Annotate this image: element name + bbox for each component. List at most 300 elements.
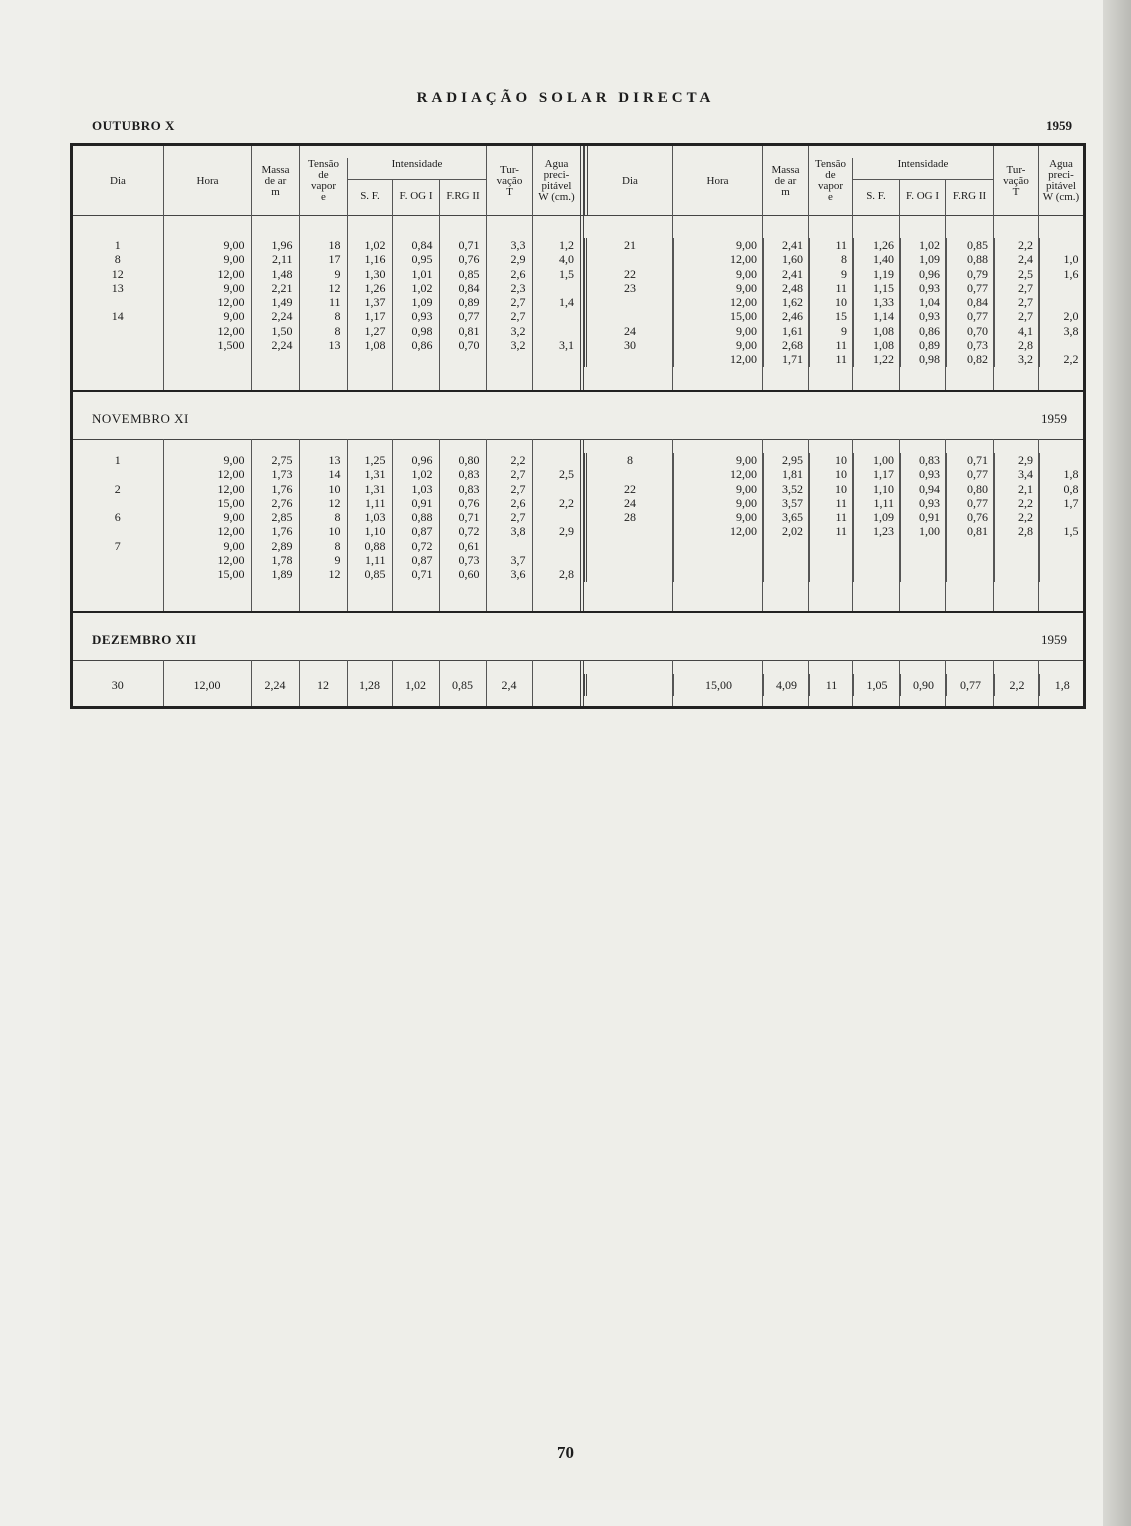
table-cell: 17 [299, 252, 347, 266]
column-rule [392, 439, 393, 611]
table-cell: 2,41 [764, 238, 810, 252]
table-cell: 28 [586, 510, 674, 524]
table-cell: 1,10 [347, 524, 392, 538]
table-cell [674, 553, 764, 567]
table-cell: 0,88 [347, 539, 392, 553]
table-row [586, 267, 1085, 281]
table-cell: 11 [810, 281, 854, 295]
table-cell [995, 567, 1040, 581]
table-cell: 1,30 [347, 267, 392, 281]
table-cell [1040, 453, 1085, 467]
table-cell: 8 [299, 324, 347, 338]
right-header-massa [762, 146, 808, 216]
table-cell [947, 553, 995, 567]
month-heading-october: OUTUBRO X [92, 118, 175, 133]
table-cell: 9,00 [163, 281, 251, 295]
table-cell: 2,24 [251, 338, 299, 352]
table-row [586, 252, 1085, 266]
page-edge-shadow [1103, 0, 1131, 1526]
table-cell: 0,85 [439, 267, 486, 281]
column-rule [899, 660, 900, 706]
table-row [73, 567, 580, 581]
table-cell: 0,89 [901, 338, 947, 352]
table-cell: 0,72 [392, 539, 439, 553]
column-rule [1038, 439, 1039, 611]
table-row [586, 309, 1085, 323]
left-header-massa [251, 146, 299, 216]
column-rule [251, 216, 252, 390]
table-cell: 12,00 [674, 252, 764, 266]
table-cell: 13 [299, 453, 347, 467]
table-cell: 1,96 [251, 238, 299, 252]
table-cell: 12 [111, 266, 124, 281]
table-cell: 2,5 [995, 267, 1040, 281]
table-cell [810, 553, 854, 567]
column-rule [347, 439, 348, 611]
table-cell: 0,87 [392, 553, 439, 567]
table-cell: 1,15 [854, 281, 901, 295]
right-header-agua-line: preci- [1048, 169, 1074, 181]
table-cell: 12,00 [674, 467, 764, 481]
table-row [586, 539, 1085, 553]
table-cell: 0,86 [901, 324, 947, 338]
table-cell: 1,08 [854, 324, 901, 338]
table-cell: 13 [299, 338, 347, 352]
table-cell [586, 252, 674, 266]
table-cell: 1,31 [347, 467, 392, 481]
table-cell [947, 567, 995, 581]
table-cell: 1,01 [392, 267, 439, 281]
table-cell: 1,23 [854, 524, 901, 538]
column-rule [945, 439, 946, 611]
table-cell: 9,00 [674, 510, 764, 524]
table-cell: 3,52 [764, 482, 810, 496]
table-cell: 1,0 [1040, 252, 1085, 266]
table-cell: 12,00 [674, 295, 764, 309]
table-cell: 1,8 [1040, 467, 1085, 481]
left-header-tensao-line: e [321, 191, 326, 203]
table-cell: 0,88 [392, 510, 439, 524]
table-cell [586, 309, 674, 323]
table-row [586, 524, 1085, 538]
table-cell: 12,00 [163, 295, 251, 309]
table-cell [73, 567, 163, 581]
table-row [73, 496, 580, 510]
table-cell: 12,00 [163, 524, 251, 538]
table-cell [1040, 553, 1085, 567]
right-header-hora [672, 146, 762, 216]
table-cell: 30 [111, 678, 124, 692]
table-cell: 9 [810, 267, 854, 281]
table-cell: 11 [299, 295, 347, 309]
table-cell: 10 [299, 482, 347, 496]
table-cell: 1,61 [764, 324, 810, 338]
table-cell [810, 567, 854, 581]
table-cell [73, 295, 163, 309]
table-cell: 0,96 [901, 267, 947, 281]
table-cell: 1,49 [251, 295, 299, 309]
table-cell: 9,00 [163, 539, 251, 553]
table-row [73, 453, 580, 467]
table-cell: 0,76 [439, 496, 486, 510]
table-cell: 1,03 [347, 510, 392, 524]
column-rule [532, 439, 533, 611]
year-heading-november: 1959 [1041, 411, 1067, 426]
column-rule [852, 439, 853, 611]
table-cell [764, 539, 810, 553]
table-cell: 0,85 [347, 567, 392, 581]
table-cell: 12,00 [163, 324, 251, 338]
table-cell: 2,8 [995, 524, 1040, 538]
table-cell: 1,09 [854, 510, 901, 524]
table-cell [73, 467, 163, 481]
table-cell: 1,4 [532, 295, 580, 309]
table-cell: 9,00 [674, 496, 764, 510]
column-rule [993, 216, 994, 390]
table-cell: 1,76 [251, 482, 299, 496]
table-row [586, 453, 1085, 467]
column-rule [899, 439, 900, 611]
table-cell: 11 [810, 352, 854, 366]
column-rule [299, 660, 300, 706]
table-cell: 2,7 [995, 281, 1040, 295]
left-header-agua-line: pitável [541, 180, 572, 192]
column-rule [299, 439, 300, 611]
table-cell: 1,40 [854, 252, 901, 266]
table-cell: 0,77 [947, 674, 995, 696]
table-cell [73, 524, 163, 538]
table-cell: 3,2 [486, 324, 532, 338]
table-cell: 0,79 [947, 267, 995, 281]
table-cell: 14 [111, 309, 124, 324]
table-row [73, 524, 580, 538]
table-cell: 2,2 [995, 510, 1040, 524]
column-rule [347, 216, 348, 390]
table-cell: 12,00 [163, 674, 251, 696]
table-cell: 2,02 [764, 524, 810, 538]
table-cell: 0,76 [439, 252, 486, 266]
table-cell [299, 352, 347, 366]
column-rule [993, 439, 994, 611]
table-cell: 12,00 [674, 524, 764, 538]
table-cell: 0,93 [901, 496, 947, 510]
table-cell: 0,72 [439, 524, 486, 538]
table-cell [532, 539, 580, 553]
table-cell: 22 [586, 267, 674, 281]
table-cell [586, 553, 674, 567]
right-header-fog: F. OG I [899, 180, 945, 216]
table-cell [251, 352, 299, 366]
table-cell: 2,2 [532, 496, 580, 510]
table-cell: 0,73 [947, 338, 995, 352]
table-cell: 2,9 [995, 453, 1040, 467]
column-rule [251, 439, 252, 611]
table-cell: 8 [299, 309, 347, 323]
table-cell: 0,70 [439, 338, 486, 352]
table-cell: 0,98 [901, 352, 947, 366]
table-cell: 23 [586, 281, 674, 295]
table-cell: 2,2 [486, 453, 532, 467]
table-cell: 2,95 [764, 453, 810, 467]
table-cell: 0,61 [439, 539, 486, 553]
column-rule [486, 439, 487, 611]
column-rule [808, 216, 809, 390]
table-row [73, 467, 580, 481]
table-cell: 0,83 [901, 453, 947, 467]
column-rule [163, 439, 164, 611]
table-cell: 24 [586, 324, 674, 338]
table-cell: 0,82 [947, 352, 995, 366]
table-cell: 9,00 [163, 309, 251, 323]
column-rule [672, 439, 673, 611]
table-frame [70, 143, 1086, 709]
table-cell: 0,93 [901, 281, 947, 295]
table-cell: 8 [299, 539, 347, 553]
table-cell: 2,6 [486, 267, 532, 281]
table-cell [947, 539, 995, 553]
table-cell: 1,81 [764, 467, 810, 481]
table-cell: 6 [114, 510, 121, 525]
column-rule [945, 660, 946, 706]
year-heading-october: 1959 [1046, 118, 1072, 133]
table-cell: 0,84 [947, 295, 995, 309]
column-rule [392, 660, 393, 706]
table-cell [586, 295, 674, 309]
column-rule [299, 216, 300, 390]
table-cell [532, 453, 580, 467]
table-cell [532, 281, 580, 295]
table-cell: 0,84 [392, 238, 439, 252]
table-cell: 0,83 [439, 482, 486, 496]
column-rule [762, 439, 763, 611]
table-cell: 9,00 [163, 252, 251, 266]
table-row [73, 281, 580, 295]
table-cell: 1,03 [392, 482, 439, 496]
table-cell: 2,7 [486, 295, 532, 309]
left-header-sf: S. F. [347, 180, 392, 216]
column-rule [532, 216, 533, 390]
section-rule-november-bottom [73, 439, 1083, 440]
table-cell: 4,09 [764, 674, 810, 696]
table-cell: 1,00 [854, 453, 901, 467]
table-cell: 0,77 [947, 281, 995, 295]
right-header-tensao-line: de [825, 169, 836, 181]
table-cell: 11 [810, 238, 854, 252]
table-row [73, 252, 580, 266]
table-row [73, 295, 580, 309]
table-cell: 9 [810, 324, 854, 338]
table-cell: 2,6 [486, 496, 532, 510]
table-cell: 1,76 [251, 524, 299, 538]
column-rule [808, 439, 809, 611]
table-cell: 0,98 [392, 324, 439, 338]
table-cell: 0,89 [439, 295, 486, 309]
table-cell [532, 510, 580, 524]
table-cell [1040, 238, 1085, 252]
column-rule [439, 660, 440, 706]
table-cell: 0,94 [901, 482, 947, 496]
table-cell: 9,00 [674, 453, 764, 467]
table-cell: 2,85 [251, 510, 299, 524]
table-cell: 1,27 [347, 324, 392, 338]
table-cell: 1,8 [1040, 674, 1085, 696]
table-left-section-2 [73, 674, 580, 696]
table-cell: 2 [114, 481, 121, 496]
table-cell: 9,00 [674, 267, 764, 281]
table-cell: 0,93 [392, 309, 439, 323]
right-header-turvacao [993, 146, 1038, 216]
table-cell: 9,00 [163, 238, 251, 252]
column-rule [251, 660, 252, 706]
year-heading-december: 1959 [1041, 632, 1067, 647]
table-cell [73, 496, 163, 510]
left-header-fog: F. OG I [392, 180, 439, 216]
table-cell: 0,71 [392, 567, 439, 581]
table-cell [674, 539, 764, 553]
table-cell: 0,8 [1040, 482, 1085, 496]
table-cell: 2,0 [1040, 309, 1085, 323]
table-cell: 1,26 [854, 238, 901, 252]
table-row [586, 567, 1085, 581]
table-cell: 2,7 [995, 309, 1040, 323]
table-cell: 2,5 [532, 467, 580, 481]
page-title: RADIAÇÃO SOLAR DIRECTA [416, 90, 715, 106]
table-cell: 11 [810, 338, 854, 352]
month-heading-december: DEZEMBRO XII [92, 632, 197, 647]
right-header-agua-line: Agua [1049, 158, 1073, 170]
table-cell: 11 [810, 496, 854, 510]
table-cell [73, 352, 163, 366]
table-cell: 9 [299, 267, 347, 281]
page-number: 70 [557, 1443, 574, 1462]
table-cell: 1,2 [532, 238, 580, 252]
table-cell: 1,500 [163, 338, 251, 352]
table-row [73, 338, 580, 352]
table-cell [1040, 295, 1085, 309]
table-cell: 1,50 [251, 324, 299, 338]
left-header-agua-line: Agua [544, 158, 569, 170]
column-rule [1038, 660, 1039, 706]
table-cell: 9,00 [163, 453, 251, 467]
table-cell: 2,7 [486, 510, 532, 524]
column-rule [762, 660, 763, 706]
table-cell: 1,08 [347, 338, 392, 352]
table-cell: 30 [586, 338, 674, 352]
table-cell: 1,02 [901, 238, 947, 252]
table-cell: 0,70 [947, 324, 995, 338]
table-cell [901, 539, 947, 553]
section-rule-december-bottom [73, 660, 1083, 661]
table-cell: 0,77 [947, 309, 995, 323]
table-cell: 1,62 [764, 295, 810, 309]
column-rule [486, 660, 487, 706]
table-row [586, 352, 1085, 366]
left-header-dia [73, 146, 163, 216]
column-rule [808, 660, 809, 706]
table-cell: 1,5 [532, 267, 580, 281]
table-row [586, 467, 1085, 481]
table-cell [586, 467, 674, 481]
table-cell [854, 553, 901, 567]
table-cell: 4,1 [995, 324, 1040, 338]
column-rule [439, 216, 440, 390]
table-cell [901, 553, 947, 567]
center-double-rule [580, 216, 584, 390]
table-cell: 12 [299, 567, 347, 581]
table-cell: 9,00 [674, 281, 764, 295]
table-cell: 12,00 [163, 553, 251, 567]
table-cell: 10 [810, 453, 854, 467]
table-cell: 0,80 [439, 453, 486, 467]
table-row [73, 309, 580, 323]
table-cell: 1,22 [854, 352, 901, 366]
table-cell: 12 [299, 281, 347, 295]
table-cell: 2,9 [486, 252, 532, 266]
table-cell: 2,7 [995, 295, 1040, 309]
table-cell: 1,02 [392, 674, 439, 696]
table-cell: 2,2 [995, 238, 1040, 252]
table-cell: 9 [299, 553, 347, 567]
table-cell: 3,8 [1040, 324, 1085, 338]
column-rule [852, 660, 853, 706]
table-cell: 1,11 [854, 496, 901, 510]
table-cell: 14 [299, 467, 347, 481]
right-header-tensao-line: vapor [817, 180, 844, 192]
column-rule [993, 660, 994, 706]
table-cell: 22 [586, 482, 674, 496]
table-cell: 1,26 [347, 281, 392, 295]
center-double-rule [580, 660, 584, 706]
column-rule [945, 216, 946, 390]
table-cell: 11 [810, 524, 854, 538]
table-cell: 0,77 [947, 496, 995, 510]
table-cell: 1,60 [764, 252, 810, 266]
table-cell: 12,00 [163, 482, 251, 496]
table-cell [532, 324, 580, 338]
table-cell: 2,46 [764, 309, 810, 323]
table-cell [486, 539, 532, 553]
table-cell: 15,00 [163, 496, 251, 510]
table-cell: 1,02 [347, 238, 392, 252]
table-cell: 1,48 [251, 267, 299, 281]
table-cell: 15,00 [674, 674, 764, 696]
table-cell: 0,77 [947, 467, 995, 481]
table-cell: 10 [810, 482, 854, 496]
table-cell [1040, 539, 1085, 553]
right-header-massa-line: de ar [774, 174, 797, 187]
table-right-section-2 [584, 674, 1085, 696]
column-rule [347, 660, 348, 706]
table-cell: 1,73 [251, 467, 299, 481]
table-cell: 1,28 [347, 674, 392, 696]
table-cell: 2,7 [486, 467, 532, 481]
table-cell: 3,57 [764, 496, 810, 510]
table-cell: 0,91 [392, 496, 439, 510]
table-cell: 2,11 [251, 252, 299, 266]
table-cell [392, 352, 439, 366]
table-cell: 9,00 [674, 482, 764, 496]
table-cell: 1,89 [251, 567, 299, 581]
table-cell: 8 [586, 453, 674, 467]
table-cell: 15,00 [163, 567, 251, 581]
table-header [73, 146, 1083, 216]
table-cell [73, 338, 163, 352]
column-rule [899, 216, 900, 390]
column-rule [486, 216, 487, 390]
table-cell: 2,7 [486, 482, 532, 496]
table-cell: 12 [299, 496, 347, 510]
table-cell: 0,91 [901, 510, 947, 524]
